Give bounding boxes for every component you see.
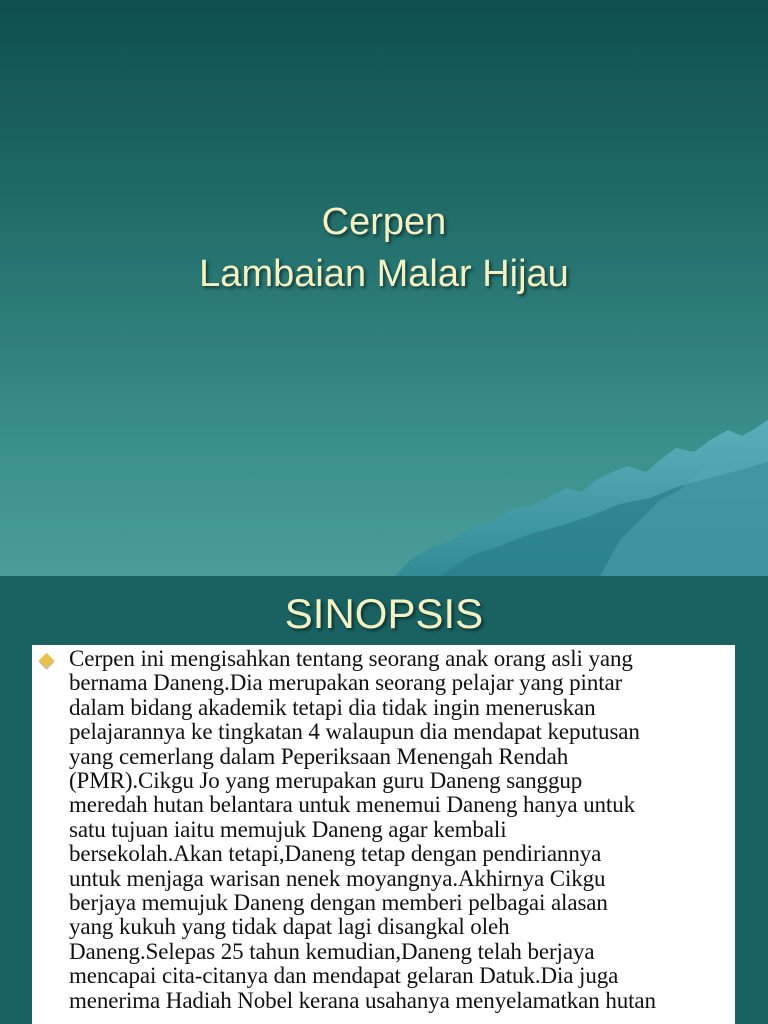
synopsis-slide bbox=[0, 576, 768, 1024]
title-line-story-name: Lambaian Malar Hijau bbox=[199, 253, 569, 295]
synopsis-heading: SINOPSIS bbox=[284, 590, 484, 637]
slide-title bbox=[0, 196, 768, 300]
title-line-cerpen: Cerpen bbox=[321, 201, 447, 243]
synopsis-text-box bbox=[32, 645, 735, 1024]
synopsis-body-text: Cerpen ini mengisahkan tentang seorang anak orang asli yang bernama Daneng.Dia merupakan seorang pelajar yang pintar dalam bidang akademik tetapi dia tidak ingin meneruskan pelajarannya ke tingkatan 4 walaupun dia mendapat keputusan yang cemerlang dalam Peperiksaan Menengah Rendah (PMR).Cikgu Jo yang merupakan guru Daneng sanggup meredah hutan belantara untuk menemui Daneng hanya untuk satu tujuan iaitu memujuk Daneng agar kembali bersekolah.Akan tetapi,Daneng tetap dengan pendiriannya untuk menjaga warisan nenek moyangnya.Akhirnya Cikgu berjaya memujuk Daneng dengan memberi pelbagai alasan yang kukuh yang tidak dapat lagi disangkal oleh Daneng.Selepas 25 tahun kemudian,Daneng telah berjaya mencapai cita-citanya dan mendapat gelaran Datuk.Dia juga menerima Hadiah Nobel kerana usahanya menyelamatkan hutan bbox=[69, 646, 656, 1013]
diamond-bullet-icon bbox=[39, 653, 55, 669]
